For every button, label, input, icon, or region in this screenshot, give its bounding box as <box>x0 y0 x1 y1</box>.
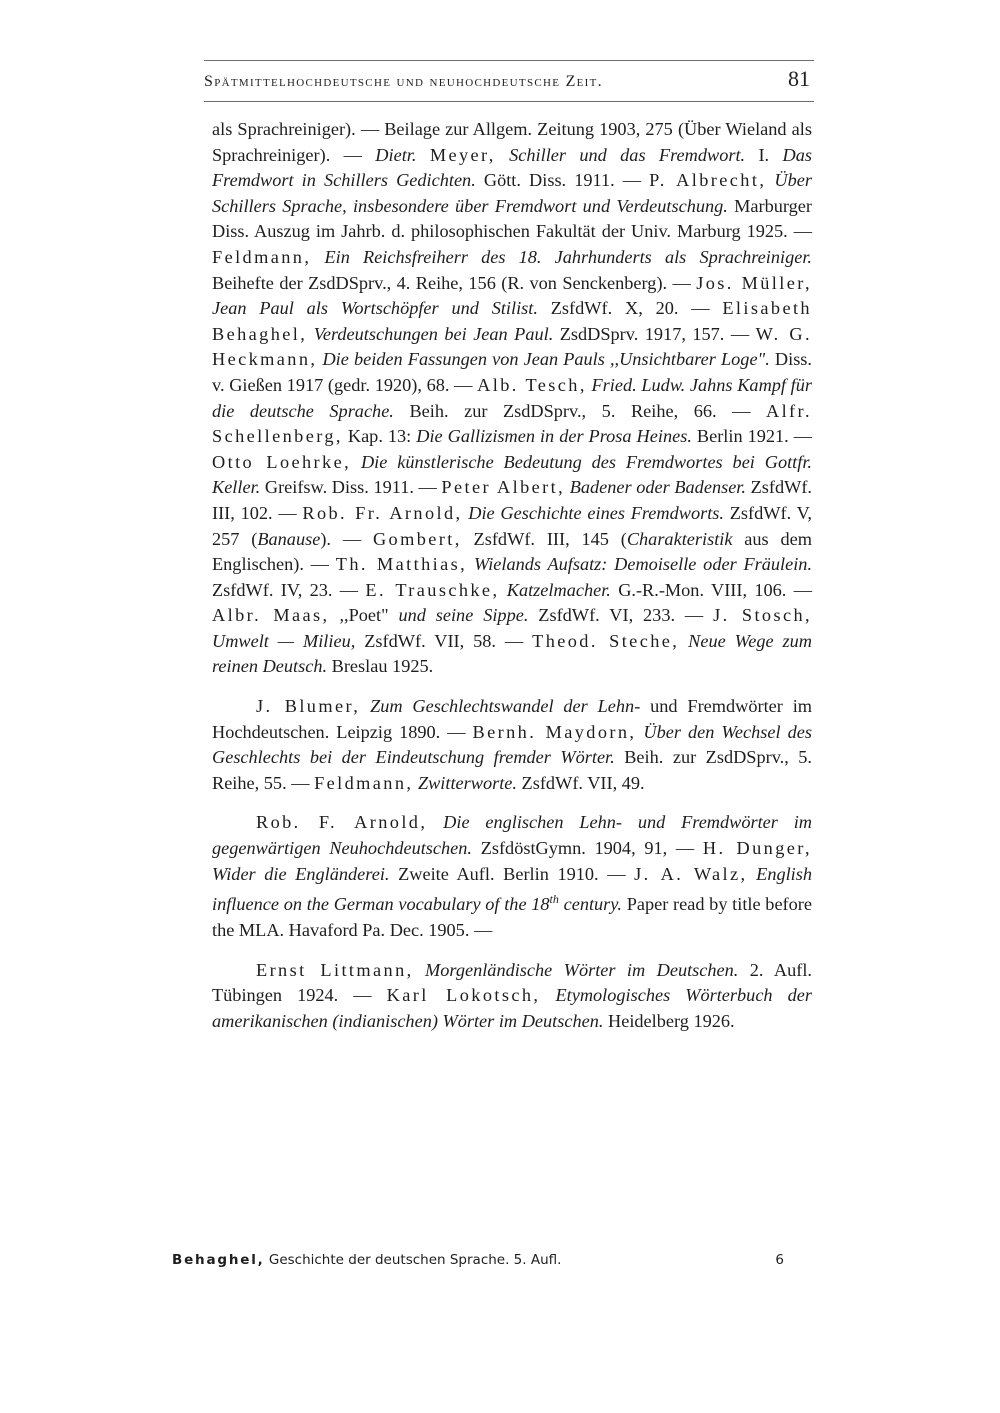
work-title: Fried. Ludw. Jahns Kampf für die deutsche Sprache. <box>212 374 812 421</box>
author-name: J. Blumer, <box>256 696 361 717</box>
work-title: Zwitterworte. <box>417 772 517 793</box>
footer-author: Behaghel, <box>172 1252 265 1268</box>
author-name: J. A. Walz, <box>634 863 748 884</box>
text-run: als Sprachreiniger). — Beilage zur Allgem. Zeitung 1903, 275 (Über Wieland als Sprachreiniger). — <box>212 119 812 165</box>
work-title: Morgenländische Wörter im Deutschen. <box>425 959 739 980</box>
text-run: ZsfdWf. III, 102. — <box>212 477 813 523</box>
work-title: Neue Wege zum reinen Deutsch. <box>212 630 812 677</box>
work-title: Über Schillers Sprache, insbesondere über Fremdwort und Verdeutschung. <box>212 170 812 216</box>
text-run <box>496 145 509 165</box>
work-title: Katzelmacher. <box>506 579 611 600</box>
text-run: Zweite Aufl. Berlin 1910. — <box>389 863 635 884</box>
work-title: English influence on the German vocabulary of the 18 <box>212 863 813 915</box>
author-name: P. Albrecht, <box>649 170 767 191</box>
text-run: Greifsw. Diss. 1911. — <box>260 477 442 498</box>
work-title: Banause <box>257 528 321 549</box>
work-title: Charakteristik <box>626 528 733 549</box>
work-title: Die Geschichte eines Fremdworts. <box>468 502 724 523</box>
text-run <box>540 985 555 1005</box>
text-run: 2. Aufl. Tübingen 1924. — <box>212 959 812 1006</box>
footer <box>172 1252 784 1268</box>
author-name: Rob. Fr. Arnold, <box>302 502 463 523</box>
work-title: Wielands Aufsatz: Demoiselle oder Fräulein. <box>473 554 813 575</box>
body-text <box>212 117 812 1034</box>
text-run: ZsfdWf. VI, 233. — <box>528 605 714 626</box>
work-title: Das Fremdwort in Schillers Gedichten. <box>212 144 812 191</box>
author-name: Otto Loehrke, <box>212 451 352 472</box>
header-rule-top <box>204 60 814 61</box>
text-run <box>311 247 324 267</box>
text-run: Heidelberg 1926. <box>603 1010 735 1031</box>
work-title: Jean Paul als Wortschöpfer und Stilist. <box>212 298 538 319</box>
paragraph-1 <box>212 117 812 680</box>
work-title: Die Gallizismen in der Prosa Heines. <box>416 426 692 447</box>
paragraph-3 <box>212 810 812 943</box>
work-title: und seine Sippe. <box>398 605 529 626</box>
text-run <box>748 864 757 884</box>
text-run: ZsfdöstGymn. 1904, 91, — <box>472 838 703 859</box>
work-title: Etymologisches Wörterbuch der amerikanischen (indianischen) Wörter im Deutschen. <box>212 985 812 1031</box>
author-name: Rob. F. Arnold, <box>256 812 428 833</box>
text-run: Breslau 1925. <box>327 656 434 677</box>
superscript: th <box>549 892 559 907</box>
text-run <box>360 696 370 716</box>
text-run: I. <box>745 144 783 165</box>
author-name: Theod. Steche, <box>532 630 680 651</box>
author-name: Karl Lokotsch, <box>386 985 541 1006</box>
text-run: ZsfdWf. III, 145 ( <box>461 528 627 549</box>
signature-mark: 6 <box>775 1252 784 1268</box>
footer-title: Geschichte der deutschen Sprache. 5. Aufl. <box>264 1252 562 1268</box>
author-name: Albr. Maas, <box>212 605 330 626</box>
author-name: E. Trauschke, <box>365 579 500 600</box>
text-run <box>427 812 443 832</box>
author-name: Feldmann, <box>314 772 414 793</box>
author-name: Peter Albert, <box>441 477 566 498</box>
text-run <box>467 554 474 574</box>
text-run: Paper read by title before the MLA. Havaford Pa. Dec. 1905. — <box>212 894 812 940</box>
work-title: Schiller und das Fremdwort. <box>509 144 746 165</box>
text-run: ZsfdWf. VII, 58. — <box>355 630 533 651</box>
text-run: ZsfdWf. VII, 49. <box>516 772 645 793</box>
text-run: G.-R.-Mon. VIII, 106. — <box>610 579 812 600</box>
text-run: Beihefte der ZsdDSprv., 4. Reihe, 156 (R. von Senckenberg). — <box>212 272 697 293</box>
work-title: Verdeutschungen bei Jean Paul. <box>313 323 554 344</box>
author-name: H. Dunger, <box>702 838 812 859</box>
text-run <box>351 452 361 472</box>
author-name: Jos. Müller, <box>696 272 812 293</box>
text-run: ,,Poet" <box>329 605 399 626</box>
work-title: Die künstlerische Bedeutung des Fremdwortes bei Gottfr. Keller. <box>212 451 813 498</box>
paragraph-4 <box>212 958 812 1035</box>
text-run <box>679 631 688 651</box>
text-run: aus dem Englischen). — <box>212 528 812 575</box>
work-title: century. <box>558 894 622 915</box>
running-head <box>204 66 814 92</box>
author-name: W. G. Heckmann, <box>212 323 812 370</box>
paragraph-2 <box>212 694 812 796</box>
author-name: Ernst Littmann, <box>256 959 414 980</box>
work-title: Umwelt — Milieu, <box>212 630 356 651</box>
author-name: Gombert, <box>372 528 462 549</box>
author-name: Feldmann, <box>212 246 312 267</box>
text-run: Berlin 1921. — <box>691 426 812 447</box>
text-run: ZsfdWf. X, 20. — <box>537 298 723 319</box>
work-title: Über den Wechsel des Geschlechts bei der Eindeutschung fremder Wörter. <box>212 721 812 768</box>
author-name: Alfr. Schellenberg, <box>212 400 812 447</box>
author-name: Dietr. <box>375 144 417 165</box>
work-title: Wider die Engländerei. <box>212 863 390 884</box>
text-run: ZsfdWf. V, 257 ( <box>212 502 812 549</box>
author-name: Alb. Tesch, <box>477 374 587 395</box>
author-name: Elisabeth Behaghel, <box>212 298 812 344</box>
text-run: und Fremdwörter im Hochdeutschen. Leipzig 1890. — <box>212 696 813 742</box>
text-run: Beih. zur ZsdDSprv., 5. Reihe, 66. — <box>393 400 766 421</box>
text-run: Marburger Diss. Auszug im Jahrb. d. philosophischen Fakultät der Univ. Marburg 1925. — <box>212 195 812 242</box>
text-run <box>499 580 506 600</box>
work-title: Die beiden Fassungen von Jean Pauls ,,Unsichtbarer Loge". <box>322 349 770 370</box>
page-number: 81 <box>788 66 810 91</box>
text-run <box>414 960 425 980</box>
text-run: Beih. zur ZsdDSprv., 5. Reihe, 55. — <box>212 747 813 793</box>
footer-citation <box>172 1252 561 1268</box>
text-run: ZsfdWf. IV, 23. — <box>212 579 366 600</box>
author-name: J. Stosch, <box>713 605 813 626</box>
text-run <box>416 145 429 165</box>
author-name: Bernh. Maydorn, <box>472 721 637 742</box>
text-run: Gött. Diss. 1911. — <box>475 170 650 191</box>
header-rule-bottom <box>204 101 814 102</box>
author-name: Th. Matthias, <box>335 554 468 575</box>
author-name: Meyer, <box>429 144 496 165</box>
work-title: Ein Reichsfreiherr des 18. Jahrhunderts als Sprachreiniger. <box>324 246 813 267</box>
work-title: Die englischen Lehn- und Fremdwörter im gegenwärtigen Neuhochdeutschen. <box>212 812 813 859</box>
text-run: ZsdDSprv. 1917, 157. — <box>553 323 756 344</box>
text-run: Kap. 13: <box>342 426 417 447</box>
work-title: Badener oder Badenser. <box>569 477 746 498</box>
text-run: Diss. v. Gießen 1917 (gedr. 1920), 68. — <box>212 349 812 395</box>
running-title: Spätmittelhochdeutsche und neuhochdeutsche Zeit. <box>204 73 603 90</box>
text-run: ). — <box>320 528 373 549</box>
work-title: Zum Geschlechtswandel der Lehn- <box>370 696 641 717</box>
